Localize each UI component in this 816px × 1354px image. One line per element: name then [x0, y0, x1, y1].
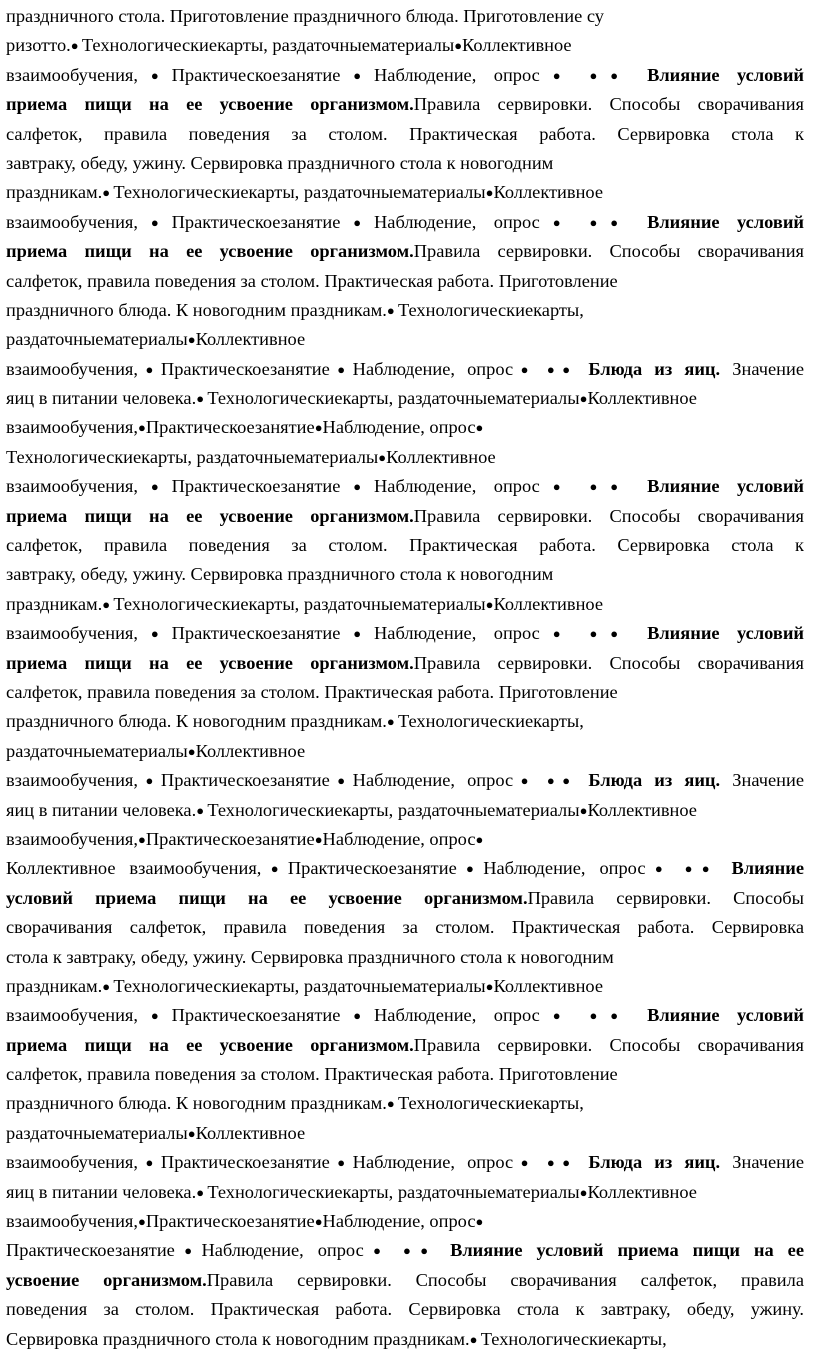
text-run: Наблюдение, опрос: [322, 1211, 476, 1232]
text-run: завтраку, обеду, ужину. Сервировка праздничного стола к новогодним: [6, 152, 554, 173]
text-run: салфеток, правила поведения за столом. Практическая работа. Сервировка стола к: [6, 123, 804, 144]
text-run: Правила сервировки. Способы сворачивания: [413, 241, 804, 262]
text-line: [6, 149, 804, 178]
bullet-icon: ●: [314, 1214, 323, 1230]
text-line: [6, 737, 804, 766]
bullet-icon: ● ●●: [539, 214, 648, 230]
text-line: [6, 1178, 804, 1207]
bold-text: условий приема пищи на ее усвоение организмом.: [6, 887, 528, 908]
text-run: Правила сервировки. Способы сворачивания: [413, 652, 804, 673]
bullet-icon: ●: [138, 361, 161, 377]
bullet-icon: ●: [340, 479, 375, 495]
text-line: [6, 1295, 804, 1324]
text-run: яиц в питании человека.: [6, 388, 197, 409]
text-run: Коллективное: [386, 446, 496, 467]
text-run: яиц в питании человека.: [6, 799, 197, 820]
text-run: Технологическиекарты, раздаточныематериалы: [207, 1181, 580, 1202]
text-line: [6, 90, 804, 119]
text-run: раздаточныематериалы: [6, 1122, 188, 1143]
text-line: [6, 178, 804, 207]
text-run: взаимообучения,: [6, 64, 138, 85]
text-run: Коллективное: [493, 593, 603, 614]
text-line: [6, 61, 804, 90]
text-run: Правила сервировки. Способы сворачивания: [413, 94, 804, 115]
bullet-icon: ●: [138, 420, 146, 436]
text-run: Практическоезанятие: [145, 417, 315, 438]
text-line: [6, 1236, 804, 1265]
bullet-icon: ●: [579, 391, 588, 407]
text-run: Наблюдение, опрос: [322, 828, 476, 849]
bullet-icon: ●: [138, 1155, 161, 1171]
bullet-icon: ●: [174, 1243, 202, 1259]
text-line: [6, 1266, 804, 1295]
text-line: [6, 384, 804, 413]
bullet-icon: ●: [196, 1184, 208, 1200]
text-run: Практическоезанятие: [160, 1152, 330, 1173]
text-run: Технологическиекарты,: [397, 1093, 584, 1114]
text-run: Наблюдение, опрос: [374, 623, 540, 644]
bullet-icon: ●: [138, 1008, 172, 1024]
text-run: взаимообучения,: [6, 476, 138, 497]
text-run: Технологическиекарты,: [397, 299, 584, 320]
text-line: [6, 355, 804, 384]
bullet-icon: ●: [340, 626, 375, 642]
text-run: яиц в питании человека.: [6, 1181, 197, 1202]
text-line: [6, 1031, 804, 1060]
text-line: [6, 502, 804, 531]
bullet-icon: ●: [340, 67, 375, 83]
text-run: Технологическиекарты, раздаточныематериалы: [207, 799, 580, 820]
bullet-icon: ●: [261, 861, 288, 877]
text-run: Правила сервировки. Способы: [527, 887, 804, 908]
text-line: [6, 31, 804, 60]
text-run: Наблюдение, опрос: [483, 858, 646, 879]
bold-text: Блюда из яиц.: [588, 358, 721, 379]
text-line: [6, 443, 804, 472]
bullet-icon: ●: [456, 861, 484, 877]
bullet-icon: ●: [196, 802, 208, 818]
bullet-icon: ●: [579, 802, 588, 818]
text-run: Технологическиекарты, раздаточныематериалы: [113, 975, 486, 996]
text-run: салфеток, правила поведения за столом. Практическая работа. Приготовление: [6, 270, 618, 291]
text-line: [6, 1089, 804, 1118]
text-line: [6, 943, 804, 972]
bold-text: Блюда из яиц.: [588, 1152, 721, 1173]
text-run: Наблюдение, опрос: [374, 476, 540, 497]
text-run: праздничного блюда. К новогодним праздникам.: [6, 299, 387, 320]
text-line: [6, 472, 804, 501]
text-run: взаимообучения,: [6, 1152, 138, 1173]
text-line: [6, 825, 804, 854]
text-line: [6, 766, 804, 795]
text-run: салфеток, правила поведения за столом. Практическая работа. Сервировка стола к: [6, 535, 804, 556]
text-run: Коллективное: [587, 799, 697, 820]
text-line: [6, 413, 804, 442]
bullet-icon: ●: [469, 1331, 481, 1347]
text-run: Наблюдение, опрос: [374, 64, 540, 85]
text-run: поведения за столом. Практическая работа. Сервировка стола к завтраку, обеду, ужину.: [6, 1299, 804, 1320]
text-run: Практическоезанятие: [287, 858, 457, 879]
text-run: завтраку, обеду, ужину. Сервировка праздничного стола к новогодним: [6, 564, 554, 585]
bullet-icon: ● ●●: [513, 361, 589, 377]
bullet-icon: ●: [314, 831, 323, 847]
text-run: Коллективное: [587, 1181, 697, 1202]
text-run: Технологическиекарты,: [397, 711, 584, 732]
text-run: взаимообучения,: [6, 358, 138, 379]
text-run: Наблюдение, опрос: [352, 770, 514, 791]
text-run: взаимообучения,: [6, 417, 138, 438]
text-run: Практическоезанятие: [145, 828, 315, 849]
text-run: Наблюдение, опрос: [352, 1152, 514, 1173]
text-run: Сервировка праздничного стола к новогодним праздникам.: [6, 1328, 470, 1349]
bullet-icon: ●: [70, 38, 82, 54]
bold-text: Влияние условий: [647, 1005, 805, 1026]
text-run: Технологическиекарты, раздаточныематериалы: [6, 446, 379, 467]
text-line: [6, 325, 804, 354]
bold-text: усвоение организмом.: [6, 1269, 207, 1290]
text-run: раздаточныематериалы: [6, 740, 188, 761]
text-run: Значение: [720, 770, 805, 791]
text-line: [6, 972, 804, 1001]
bullet-icon: ●: [187, 1125, 196, 1141]
bullet-icon: ●: [329, 361, 353, 377]
text-run: Наблюдение, опрос: [322, 417, 476, 438]
bold-text: приема пищи на ее усвоение организмом.: [6, 241, 414, 262]
text-run: Технологическиекарты,: [480, 1328, 667, 1349]
text-run: Технологическиекарты, раздаточныематериалы: [207, 388, 580, 409]
bullet-icon: ●: [579, 1184, 588, 1200]
text-run: Технологическиекарты, раздаточныематериалы: [113, 593, 486, 614]
bullet-icon: ●: [329, 1155, 353, 1171]
text-run: салфеток, правила поведения за столом. Практическая работа. Приготовление: [6, 681, 618, 702]
text-run: Наблюдение, опрос: [374, 211, 540, 232]
text-line: [6, 1001, 804, 1030]
text-run: Практическоезанятие: [160, 770, 330, 791]
bullet-icon: ● ●●: [363, 1243, 451, 1259]
text-line: [6, 590, 804, 619]
text-line: [6, 1060, 804, 1089]
text-run: праздничного блюда. К новогодним праздникам.: [6, 711, 387, 732]
bullet-icon: ●: [454, 38, 463, 54]
bullet-icon: ●: [485, 596, 494, 612]
bold-text: приема пищи на ее усвоение организмом.: [6, 505, 414, 526]
text-run: Коллективное: [587, 388, 697, 409]
text-line: [6, 884, 804, 913]
bold-text: Влияние условий: [647, 476, 805, 497]
text-line: [6, 267, 804, 296]
bullet-icon: ●: [138, 479, 172, 495]
bold-text: приема пищи на ее усвоение организмом.: [6, 1034, 414, 1055]
text-run: взаимообучения,: [6, 828, 138, 849]
text-run: взаимообучения,: [6, 623, 138, 644]
bullet-icon: ●: [138, 67, 172, 83]
bold-text: Влияние условий: [647, 623, 805, 644]
bullet-icon: ●: [196, 391, 208, 407]
text-line: [6, 1119, 804, 1148]
text-run: Наблюдение, опрос: [201, 1240, 364, 1261]
bold-text: приема пищи на ее усвоение организмом.: [6, 652, 414, 673]
bullet-icon: ●: [485, 978, 494, 994]
text-run: Практическоезанятие: [145, 1211, 315, 1232]
document-body: [6, 2, 804, 1354]
text-line: [6, 2, 804, 31]
text-run: сворачивания салфеток, правила поведения за столом. Практическая работа. Сервировка: [6, 917, 804, 938]
bullet-icon: ● ●●: [539, 67, 648, 83]
bullet-icon: ●: [485, 185, 494, 201]
text-line: [6, 649, 804, 678]
bullet-icon: ●: [475, 1214, 484, 1230]
bold-text: приема пищи на ее усвоение организмом.: [6, 94, 414, 115]
text-line: [6, 913, 804, 942]
text-run: Практическоезанятие: [171, 623, 341, 644]
text-run: Наблюдение, опрос: [374, 1005, 540, 1026]
bullet-icon: ●: [340, 214, 375, 230]
text-line: [6, 1325, 804, 1354]
bold-text: Влияние: [731, 858, 804, 879]
text-run: Коллективное: [462, 35, 572, 56]
bullet-icon: ● ●●: [513, 1155, 589, 1171]
text-line: [6, 1207, 804, 1236]
bold-text: Влияние условий: [647, 64, 805, 85]
text-run: взаимообучения,: [6, 1005, 138, 1026]
text-run: Коллективное: [195, 740, 306, 761]
text-run: Коллективное взаимообучения,: [6, 858, 262, 879]
text-run: ризотто.: [6, 35, 71, 56]
text-line: [6, 560, 804, 589]
text-line: [6, 531, 804, 560]
text-run: взаимообучения,: [6, 211, 138, 232]
text-line: [6, 296, 804, 325]
text-run: Наблюдение, опрос: [352, 358, 514, 379]
bullet-icon: ●: [386, 714, 398, 730]
text-line: [6, 619, 804, 648]
text-run: Значение: [720, 358, 805, 379]
bullet-icon: ● ●●: [539, 626, 648, 642]
text-line: [6, 854, 804, 883]
text-line: [6, 1148, 804, 1177]
bullet-icon: ● ●●: [645, 861, 732, 877]
bullet-icon: ● ●●: [539, 1008, 648, 1024]
text-run: взаимообучения,: [6, 770, 138, 791]
text-run: Практическоезанятие: [171, 476, 341, 497]
text-run: Практическоезанятие: [171, 211, 341, 232]
bullet-icon: ●: [475, 831, 484, 847]
text-line: [6, 796, 804, 825]
bullet-icon: ●: [138, 831, 146, 847]
text-run: стола к завтраку, обеду, ужину. Сервировка праздничного стола к новогодним: [6, 946, 614, 967]
bullet-icon: ●: [102, 596, 114, 612]
bullet-icon: ●: [102, 978, 114, 994]
text-run: праздничного стола. Приготовление праздничного блюда. Приготовление су: [6, 6, 604, 26]
bullet-icon: ●: [340, 1008, 375, 1024]
bullet-icon: ●: [138, 1214, 146, 1230]
bullet-icon: ●: [187, 743, 196, 759]
text-run: праздникам.: [6, 975, 103, 996]
text-line: [6, 237, 804, 266]
bold-text: Влияние условий приема пищи на ее: [450, 1240, 804, 1261]
bullet-icon: ●: [386, 1096, 398, 1112]
text-run: праздникам.: [6, 182, 103, 203]
bullet-icon: ●: [102, 185, 114, 201]
bullet-icon: ●: [138, 773, 161, 789]
text-line: [6, 208, 804, 237]
text-run: Технологическиекарты, раздаточныематериалы: [113, 182, 486, 203]
text-run: Правила сервировки. Способы сворачивания: [413, 505, 804, 526]
bullet-icon: ●: [378, 449, 387, 465]
bullet-icon: ●: [138, 626, 172, 642]
bullet-icon: ●: [314, 420, 323, 436]
text-line: [6, 678, 804, 707]
text-run: праздникам.: [6, 593, 103, 614]
bullet-icon: ● ●●: [539, 479, 648, 495]
text-run: праздничного блюда. К новогодним праздникам.: [6, 1093, 387, 1114]
text-line: [6, 120, 804, 149]
bold-text: Влияние условий: [647, 211, 805, 232]
bullet-icon: ●: [329, 773, 353, 789]
text-run: Коллективное: [195, 1122, 306, 1143]
text-run: взаимообучения,: [6, 1211, 138, 1232]
text-run: Технологическиекарты, раздаточныематериалы: [81, 35, 455, 56]
text-run: раздаточныематериалы: [6, 329, 188, 350]
bullet-icon: ●: [386, 302, 398, 318]
text-run: Практическоезанятие: [171, 1005, 341, 1026]
text-run: Практическоезанятие: [171, 64, 341, 85]
text-run: салфеток, правила поведения за столом. Практическая работа. Приготовление: [6, 1064, 618, 1085]
bullet-icon: ●: [187, 332, 196, 348]
text-run: Коллективное: [493, 182, 603, 203]
bullet-icon: ●: [138, 214, 172, 230]
text-run: Практическоезанятие: [160, 358, 330, 379]
text-run: Коллективное: [195, 329, 306, 350]
bullet-icon: ● ●●: [513, 773, 589, 789]
bullet-icon: ●: [475, 420, 484, 436]
text-run: Практическоезанятие: [6, 1240, 175, 1261]
bold-text: Блюда из яиц.: [588, 770, 721, 791]
text-run: Значение: [720, 1152, 805, 1173]
text-run: Правила сервировки. Способы сворачивания: [413, 1034, 804, 1055]
text-run: Коллективное: [493, 975, 603, 996]
text-run: Правила сервировки. Способы сворачивания салфеток, правила: [206, 1269, 804, 1290]
text-line: [6, 707, 804, 736]
